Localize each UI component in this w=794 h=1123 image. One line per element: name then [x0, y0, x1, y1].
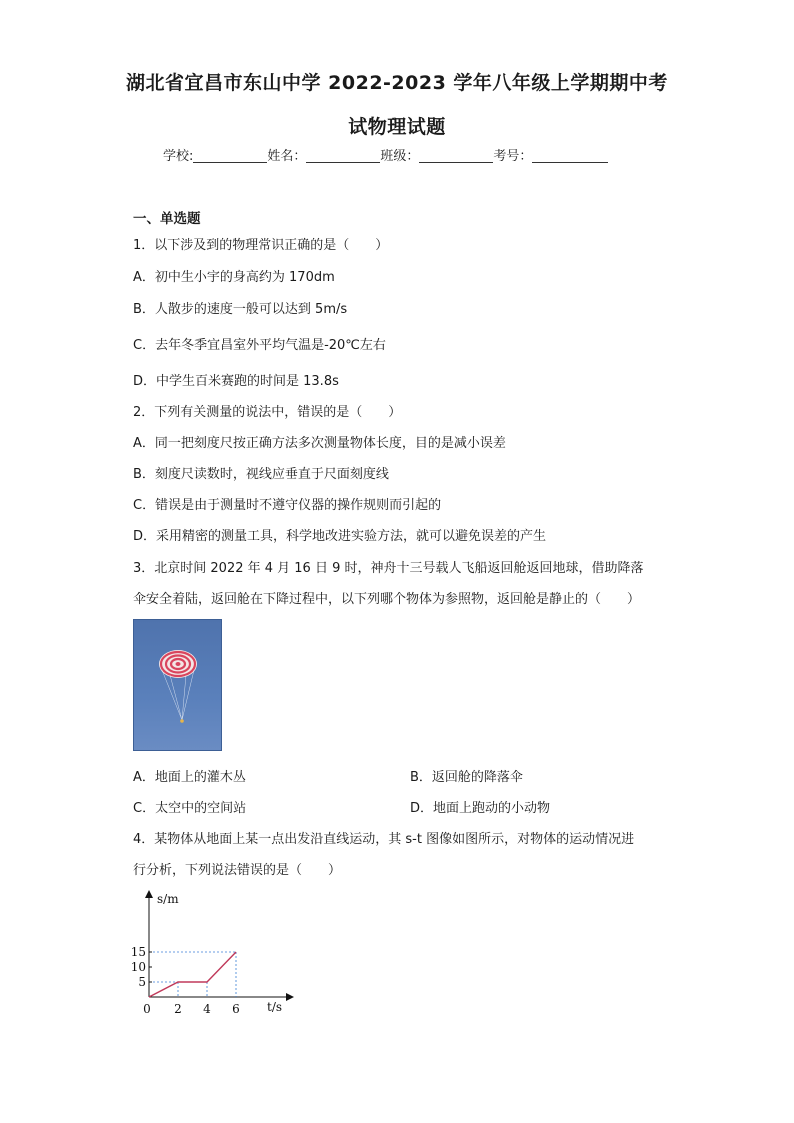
question-2-option-a: A．同一把刻度尺按正确方法多次测量物体长度，目的是减小误差	[133, 436, 506, 451]
question-3-stem-line2: 伞安全着陆，返回舱在下降过程中，以下列哪个物体为参照物，返回舱是静止的（ ）	[133, 592, 641, 607]
x-axis-label: t/s	[267, 1000, 283, 1014]
name-label: 姓名：	[267, 149, 307, 164]
parachute-photo	[133, 619, 222, 751]
question-3-option-b: B．返回舱的降落伞	[410, 770, 523, 785]
x-tick-4: 4	[203, 1002, 211, 1016]
question-2-option-c: C．错误是由于测量时不遵守仪器的操作规则而引起的	[133, 498, 442, 513]
school-label: 学校:	[163, 149, 194, 164]
id-blank[interactable]	[532, 148, 608, 163]
question-1-option-d: D．中学生百米赛跑的时间是 13.8s	[133, 374, 339, 389]
exam-title-line1: 湖北省宜昌市东山中学 2022-2023 学年八年级上学期期中考	[126, 72, 668, 94]
question-3-option-d: D．地面上跑动的小动物	[410, 801, 551, 816]
y-tick-10: 10	[130, 960, 146, 974]
question-2-option-d: D．采用精密的测量工具，科学地改进实验方法，就可以避免误差的产生	[133, 529, 547, 544]
question-2-option-b: B．刻度尺读数时，视线应垂直于尺面刻度线	[133, 467, 389, 482]
class-blank[interactable]	[419, 148, 493, 163]
question-1-stem: 1．以下涉及到的物理常识正确的是（ ）	[133, 238, 389, 253]
question-3-option-c: C．太空中的空间站	[133, 801, 247, 816]
exam-title-line2: 试物理试题	[348, 116, 446, 138]
name-blank[interactable]	[306, 148, 380, 163]
parachute-canopy	[159, 650, 197, 678]
question-3-option-a: A．地面上的灌木丛	[133, 770, 246, 785]
x-tick-2: 2	[174, 1002, 182, 1016]
x-tick-6: 6	[232, 1002, 240, 1016]
y-axis-label: s/m	[157, 892, 179, 906]
class-label: 班级：	[380, 149, 420, 164]
parachute-illustration	[134, 620, 221, 750]
question-4-stem-line2: 行分析，下列说法错误的是（ ）	[133, 863, 342, 878]
return-capsule	[180, 719, 184, 723]
question-4-stem-line1: 4．某物体从地面上某一点出发沿直线运动，其 s-t 图像如图所示，对物体的运动情况进	[133, 832, 635, 847]
question-1-option-b: B．人散步的速度一般可以达到 5m/s	[133, 302, 348, 317]
id-label: 考号：	[493, 149, 533, 164]
y-tick-15: 15	[130, 945, 146, 959]
school-blank[interactable]	[193, 148, 267, 163]
y-tick-5: 5	[138, 975, 146, 989]
question-1-option-a: A．初中生小宇的身高约为 170dm	[133, 270, 335, 285]
motion-line	[149, 952, 236, 997]
s-t-graph	[130, 885, 305, 1020]
x-tick-0: 0	[143, 1002, 151, 1016]
question-3-stem-line1: 3．北京时间 2022 年 4 月 16 日 9 时，神舟十三号载人飞船返回舱返回地球，借助降落	[133, 561, 644, 576]
question-2-stem: 2．下列有关测量的说法中，错误的是（ ）	[133, 405, 402, 420]
student-info-row	[163, 145, 608, 164]
question-1-option-c: C．去年冬季宜昌室外平均气温是-20℃左右	[133, 338, 386, 353]
section-title: 一、单选题	[133, 211, 201, 227]
